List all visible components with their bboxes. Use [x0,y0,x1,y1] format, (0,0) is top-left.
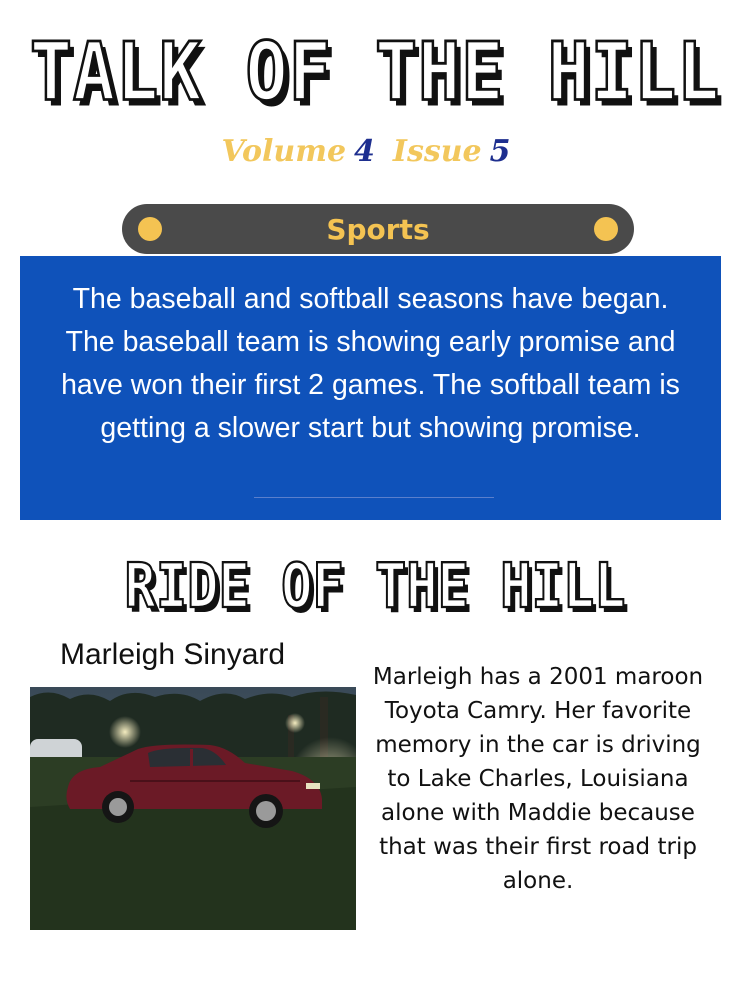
volume-number: 4 [354,134,375,169]
section-header-pill [122,204,634,254]
ride-story-text: Marleigh has a 2001 maroon Toyota Camry. Her favorite memory in the car is driving to Lake Charles, Louisiana alone with Maddie because that was their first road trip alone. [372,664,704,894]
newsletter-masthead: TALK OF THE HILL [29,24,721,120]
sports-article-box [20,256,721,520]
sports-article-text: The baseball and softball seasons have began. The baseball team is showing early promise and have won their first 2 games. The softball team is getting a slower start but showing promise. [61,283,680,444]
student-name: Marleigh Sinyard [60,638,286,671]
volume-issue-line [0,134,750,169]
issue-label: Issue [392,134,482,169]
right-dot-icon [594,217,618,241]
issue-number: 5 [489,134,511,169]
article-divider [254,497,494,498]
car-photo [30,687,356,930]
volume-label: Volume [221,134,347,169]
ride-section-title: RIDE OF THE HILL [124,551,626,623]
section-label: Sports [326,213,430,246]
